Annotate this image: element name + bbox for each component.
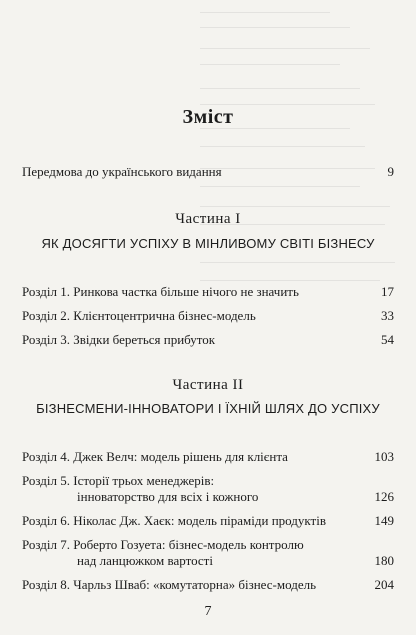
toc-entry-page: 33 <box>381 308 394 323</box>
toc-entry-page: 54 <box>381 332 394 347</box>
part-1-title: ЯК ДОСЯГТИ УСПІХУ В МІНЛИВОМУ СВІТІ БІЗНЕСУ <box>41 236 375 251</box>
toc-entry-label-continued: над ланцюжком вартості <box>77 553 213 568</box>
toc-entry-page: 9 <box>387 164 394 179</box>
toc-entry-page: 204 <box>374 577 394 592</box>
toc-entry-label: Розділ 1. Ринкова частка більше нічого не значить <box>22 284 299 299</box>
toc-entry-page: 149 <box>374 513 394 528</box>
toc-entry-label: Розділ 3. Звідки береться прибуток <box>22 332 216 347</box>
toc-entry-label: Розділ 5. Історії трьох менеджерів: <box>22 473 215 488</box>
toc-entry-page: 17 <box>381 284 394 299</box>
part-2-title: БІЗНЕСМЕНИ-ІННОВАТОРИ І ЇХНІЙ ШЛЯХ ДО УСПІХУ <box>36 401 380 416</box>
page-title: Зміст <box>182 106 234 128</box>
toc-entry-page: 103 <box>374 449 394 464</box>
toc-entry-page: 126 <box>374 489 394 504</box>
toc-entry-label: Розділ 8. Чарльз Шваб: «комутаторна» бізнес-модель <box>22 577 317 592</box>
page-number: 7 <box>204 604 212 619</box>
part-1-number: Частина I <box>175 211 241 227</box>
toc-entry-label: Розділ 2. Клієнтоцентрична бізнес-модель <box>22 308 256 323</box>
toc-entry-label: Розділ 6. Ніколас Дж. Хаєк: модель піраміди продуктів <box>22 513 326 528</box>
toc-entry-page: 180 <box>374 553 394 568</box>
toc-entry-label: Розділ 4. Джек Велч: модель рішень для клієнта <box>22 449 288 464</box>
toc-entry-label: Передмова до українського видання <box>22 164 222 179</box>
toc-entry-label-continued: інноваторство для всіх і кожного <box>77 489 259 504</box>
toc-entry-label: Розділ 7. Роберто Гозуета: бізнес-модель контролю <box>22 537 304 552</box>
part-2-number: Частина II <box>172 377 244 393</box>
